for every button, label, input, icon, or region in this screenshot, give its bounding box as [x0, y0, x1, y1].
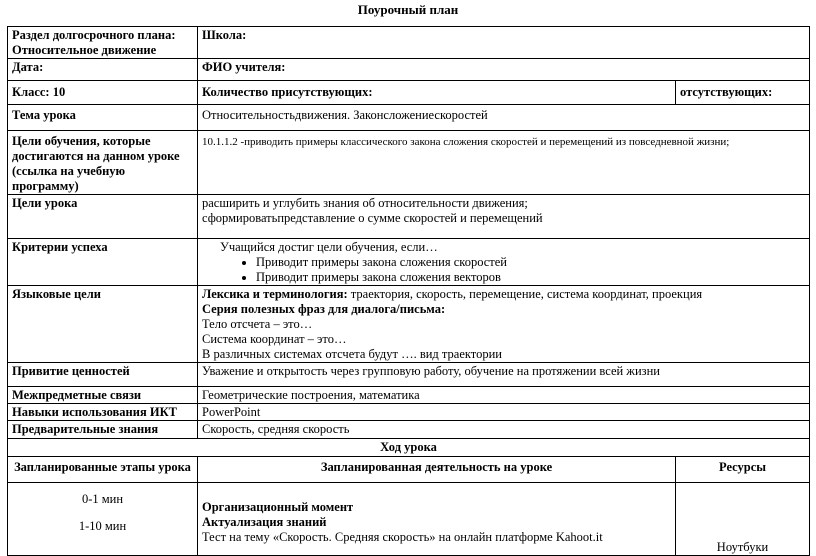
- learning-goals-value: 10.1.1.2 -приводить примеры классического закона сложения скоростей и перемещений из повседневной жизни;: [198, 131, 810, 195]
- row-learning-goals: [8, 131, 810, 195]
- row-class: [8, 81, 810, 105]
- cell-resources: [676, 483, 810, 556]
- document-title: Поурочный план: [357, 2, 459, 17]
- row-language-goals: [8, 286, 810, 363]
- row-topic: [8, 105, 810, 131]
- vocab-heading: Лексика и терминология:: [202, 287, 348, 301]
- success-list: [202, 255, 805, 285]
- activity-text: Тест на тему «Скорость. Средняя скорость» на онлайн платформе Kahoot.it: [202, 530, 603, 544]
- absent-label: отсутствующих:: [676, 81, 810, 105]
- list-item: • Приводит примеры закона сложения скоростей: [256, 255, 805, 270]
- topic-label: Тема урока: [8, 105, 198, 131]
- lesson-goals-label: Цели урока: [8, 195, 198, 239]
- prior-label: Предварительные знания: [8, 421, 198, 439]
- values-label: Привитие ценностей: [8, 363, 198, 387]
- cell-activity: [198, 483, 676, 556]
- date-label: Дата:: [8, 59, 198, 81]
- phrase-1: Тело отсчета – это…: [202, 317, 313, 331]
- phrase-2: Система координат – это…: [202, 332, 347, 346]
- row-success-criteria: [8, 239, 810, 286]
- cell-lesson-goals: [198, 195, 810, 239]
- cell-language: [198, 286, 810, 363]
- phrase-3: В различных системах отсчета будут …. вид траектории: [202, 347, 502, 361]
- success-intro: Учащийся достиг цели обучения, если…: [220, 240, 438, 254]
- prior-value: Скорость, средняя скорость: [198, 421, 810, 439]
- col-activity: Запланированная деятельность на уроке: [198, 457, 676, 483]
- row-date: [8, 59, 810, 81]
- lesson-goal-2: сформироватьпредставление о сумме скоростей и перемещений: [202, 211, 543, 225]
- section-label: Раздел долгосрочного плана:: [12, 28, 176, 42]
- activity-heading-2: Актуализация знаний: [202, 515, 327, 529]
- row-course-columns: [8, 457, 810, 483]
- present-label: Количество присутствующих:: [198, 81, 676, 105]
- ict-label: Навыки использования ИКТ: [8, 404, 198, 421]
- cell-success: [198, 239, 810, 286]
- stage-2: 1-10 мин: [78, 519, 127, 533]
- row-course-heading: [8, 439, 810, 457]
- values-value: Уважение и открытость через групповую работу, обучение на протяжении всей жизни: [198, 363, 810, 387]
- success-label: Критерии успеха: [8, 239, 198, 286]
- cross-value: Геометрические построения, математика: [198, 387, 810, 404]
- row-cross-curricular: [8, 387, 810, 404]
- lesson-goal-1: расширить и углубить знания об относительности движения;: [202, 196, 528, 210]
- cell-stages: [8, 483, 198, 556]
- topic-value: Относительностьдвижения. Законсложениескоростей: [198, 105, 810, 131]
- class-label: Класс: 10: [8, 81, 198, 105]
- row-section: [8, 27, 810, 59]
- phrases-heading: Серия полезных фраз для диалога/письма:: [202, 302, 446, 316]
- lesson-plan-table: [7, 26, 810, 556]
- learning-goals-label: Цели обучения, которые достигаются на данном уроке (ссылка на учебную программу): [8, 131, 198, 195]
- resource-1: Ноутбуки: [716, 540, 769, 554]
- col-resources: Ресурсы: [676, 457, 810, 483]
- stage-1: 0-1 мин: [81, 492, 124, 506]
- row-course-stage: [8, 483, 810, 556]
- row-prior-knowledge: [8, 421, 810, 439]
- col-stages: Запланированные этапы урока: [8, 457, 198, 483]
- row-ict: [8, 404, 810, 421]
- language-label: Языковые цели: [8, 286, 198, 363]
- teacher-label: ФИО учителя:: [198, 59, 810, 81]
- list-item: • Приводит примеры закона сложения векторов: [256, 270, 805, 285]
- cross-label: Межпредметные связи: [8, 387, 198, 404]
- section-value: Относительное движение: [12, 43, 157, 57]
- activity-heading-1: Организационный момент: [202, 500, 354, 514]
- row-values: [8, 363, 810, 387]
- course-heading: Ход урока: [8, 439, 810, 457]
- cell-section: [8, 27, 198, 59]
- vocab-text: траектория, скорость, перемещение, система координат, проекция: [347, 287, 703, 301]
- school-label: Школа:: [198, 27, 810, 59]
- row-lesson-goals: [8, 195, 810, 239]
- ict-value: PowerPoint: [198, 404, 810, 421]
